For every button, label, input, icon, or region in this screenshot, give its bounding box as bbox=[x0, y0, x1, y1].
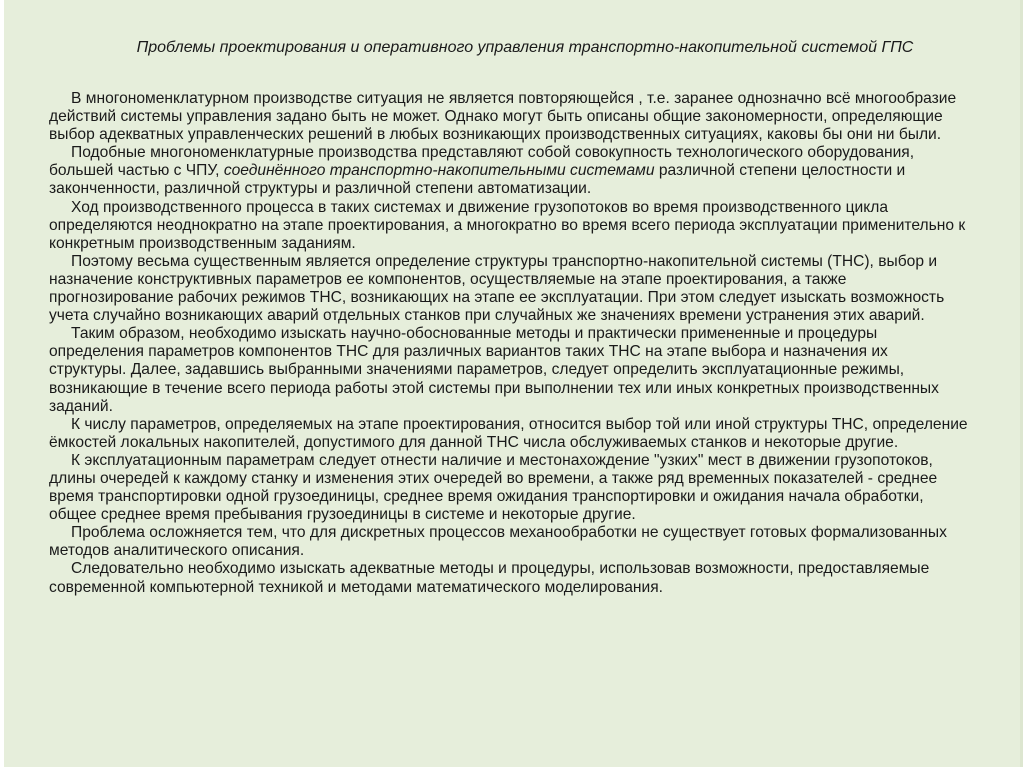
paragraph bbox=[49, 144, 969, 198]
slide-body bbox=[49, 90, 969, 597]
slide-title: Проблемы проектирования и оперативного управления транспортно-накопительной системой ГПС bbox=[136, 39, 914, 56]
emphasis-text: соединённого транспортно-накопительными системами bbox=[223, 162, 655, 180]
paragraph: К эксплуатационным параметрам следует отнести наличие и местонахождение "узких" мест в движении грузопотоков, длины очередей к каждому станку и изменения этих очередей во времени, а также ряд временных показателей - среднее время транспортировки одной грузоединицы, среднее время ожидания транспортировки и ожидания начала обработки, общее среднее время пребывания грузоединицы в системе и некоторые другие. bbox=[49, 451, 938, 524]
paragraph-text: различной степени целостности и законченности, различной структуры и различной степени автоматизации. bbox=[49, 162, 906, 198]
paragraph: Таким образом, необходимо изыскать научно-обоснованные методы и практически примененные и процедуры определения параметров компонентов ТНС для различных вариантов таких ТНС на этапе выбора и назначения их структуры. Далее, задавшись выбранными значениями параметров, следует определить эксплуатационные режимы, возникающие в течение всего периода работы этой системы при выполнении тех или иных конкретных производственных заданий. bbox=[49, 325, 939, 415]
paragraph: Следовательно необходимо изыскать адекватные методы и процедуры, использовав возможности, предоставляемые современной компьютерной техникой и методами математического моделирования. bbox=[49, 560, 930, 596]
paragraph: Проблема осложняется тем, что для дискретных процессов механообработки не существует готовых формализованных методов аналитического описания. bbox=[49, 524, 947, 560]
paragraph: К числу параметров, определяемых на этапе проектирования, относится выбор той или иной структуры ТНС, определение ёмкостей локальных накопителей, допустимого для данной ТНС числа обслуживаемых станков и некоторые другие. bbox=[49, 415, 968, 451]
paragraph: Поэтому весьма существенным является определение структуры транспортно-накопительной системы (ТНС), выбор и назначение конструктивных параметров ее компонентов, осуществляемые на этапе проектирования, а также прогнозирование рабочих режимов ТНС, возникающих на этапе ее эксплуатации. При этом следует изыскать возможность учета случайно возникающих аварий отдельных станков при случайных же значениях времени устранения этих аварий. bbox=[49, 252, 945, 325]
paragraph: Ход производственного процесса в таких системах и движение грузопотоков во время производственного цикла определяются неоднократно на этапе проектирования, а многократно во время всего периода эксплуатации применительно к конкретным производственным заданиям. bbox=[49, 198, 966, 252]
paragraph: В многономенклатурном производстве ситуация не является повторяющейся , т.е. заранее однозначно всё многообразие действий системы управления задано быть не может. Однако могут быть описаны общие закономерности, определяющие выбор адекватных управленческих решений в любых возникающих производственных ситуациях, каковы бы они ни были. bbox=[49, 90, 957, 144]
paragraph-text: Подобные многономенклатурные производства представляют собой совокупность технологического оборудования, большей частью с ЧПУ, bbox=[49, 144, 915, 180]
